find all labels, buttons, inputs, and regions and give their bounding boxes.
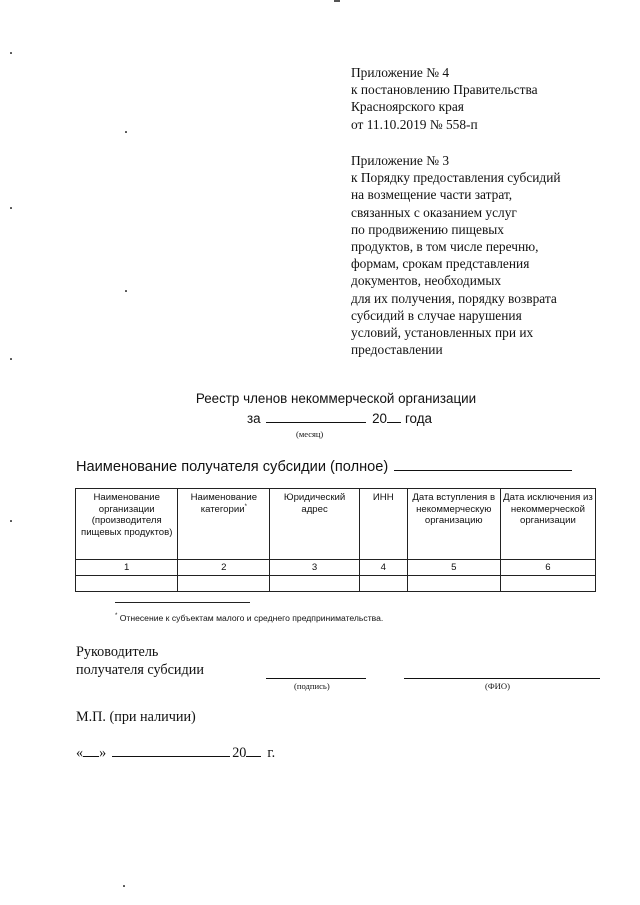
appendix-3-line: документов, необходимых [351, 273, 502, 289]
footnote [115, 613, 383, 623]
year-blank[interactable] [246, 744, 261, 757]
scan-speck [125, 131, 127, 133]
column-number: 2 [178, 560, 270, 576]
appendix-4-line: от 11.10.2019 № 558-п [351, 116, 478, 132]
date-close-quote: » [99, 745, 107, 761]
scan-speck [10, 358, 12, 360]
header-inn: ИНН [359, 489, 407, 560]
header-exclusion-date: Дата исключения из некоммерческой организации [500, 489, 595, 560]
appendix-3-line: предоставлении [351, 342, 443, 358]
signatory-line-1: Руководитель [76, 644, 159, 660]
header-organization: Наименование организации (производителя пищевых продуктов) [76, 489, 178, 560]
appendix-3-line: продуктов, в том числе перечню, [351, 239, 539, 255]
full-name-blank[interactable] [404, 678, 600, 679]
footnote-text: Отнесение к субъектам малого и среднего предпринимательства. [119, 613, 384, 623]
appendix-3-block [351, 152, 561, 358]
signatory-block [76, 644, 204, 679]
recipient-label: Наименование получателя субсидии (полное) [76, 459, 389, 475]
day-blank[interactable] [83, 744, 99, 757]
registry-table [75, 488, 596, 592]
appendix-3-line: субсидий в случае нарушения [351, 307, 522, 323]
appendix-4-line: Красноярского края [351, 99, 464, 115]
table-header-row [76, 489, 596, 560]
column-number: 4 [359, 560, 407, 576]
recipient-name-blank[interactable] [394, 456, 572, 471]
full-name-hint: (ФИО) [485, 681, 510, 691]
date-line [76, 744, 275, 762]
signatory-line-2: получателя субсидии [76, 661, 204, 678]
registry-title: Реестр членов некоммерческой организации [195, 391, 477, 406]
scan-speck [10, 52, 12, 54]
scan-speck [10, 520, 12, 522]
table-cell[interactable] [359, 576, 407, 592]
appendix-3-line: Приложение № 3 [351, 153, 450, 168]
date-year-prefix: 20 [232, 745, 247, 761]
appendix-4-line: Приложение № 4 [351, 65, 450, 80]
footnote-divider [115, 602, 250, 603]
appendix-3-line: формам, срокам представления [351, 256, 530, 272]
signature-hint: (подпись) [294, 681, 330, 691]
period-suffix: года [404, 411, 432, 426]
month-hint: (месяц) [296, 429, 324, 439]
scan-speck [123, 885, 125, 887]
signature-blank[interactable] [266, 678, 366, 679]
table-cell[interactable] [178, 576, 270, 592]
column-number: 1 [76, 560, 178, 576]
table-cell[interactable] [76, 576, 178, 592]
period-year: 20 [372, 411, 387, 426]
appendix-3-line: к Порядку предоставления субсидий [351, 170, 561, 186]
appendix-3-line: для их получения, порядку возврата [351, 290, 557, 306]
table-cell[interactable] [270, 576, 360, 592]
table-number-row [76, 560, 596, 576]
stamp-label: М.П. (при наличии) [76, 709, 196, 725]
date-open-quote: « [76, 745, 84, 761]
table-row [76, 576, 596, 592]
registry-period [247, 410, 432, 426]
column-number: 5 [407, 560, 500, 576]
header-legal-address: Юридический адрес [270, 489, 360, 560]
table-cell[interactable] [500, 576, 595, 592]
appendix-3-line: связанных с оказанием услуг [351, 204, 517, 220]
year-blank[interactable] [387, 410, 401, 423]
recipient-row [76, 456, 572, 475]
appendix-3-line: по продвижению пищевых [351, 221, 504, 237]
month-blank[interactable] [266, 410, 366, 423]
column-number: 6 [500, 560, 595, 576]
month-blank[interactable] [112, 744, 230, 757]
table-cell[interactable] [407, 576, 500, 592]
appendix-4-line: к постановлению Правительства [351, 82, 538, 98]
appendix-3-line: условий, установленных при их [351, 325, 534, 341]
header-category [178, 489, 270, 560]
header-join-date: Дата вступления в некоммерческую организацию [407, 489, 500, 560]
column-number: 3 [270, 560, 360, 576]
appendix-4-block [351, 64, 538, 133]
footnote-mark: * [244, 503, 247, 510]
date-year-suffix: г. [267, 745, 276, 761]
header-category-label: Наименование категории [190, 492, 258, 515]
appendix-3-line: на возмещение части затрат, [351, 187, 513, 203]
footnote-mark: * [115, 613, 118, 620]
scan-speck [125, 290, 127, 292]
scan-mark [334, 0, 340, 2]
scan-speck [10, 207, 12, 209]
period-prefix: за [247, 411, 261, 426]
